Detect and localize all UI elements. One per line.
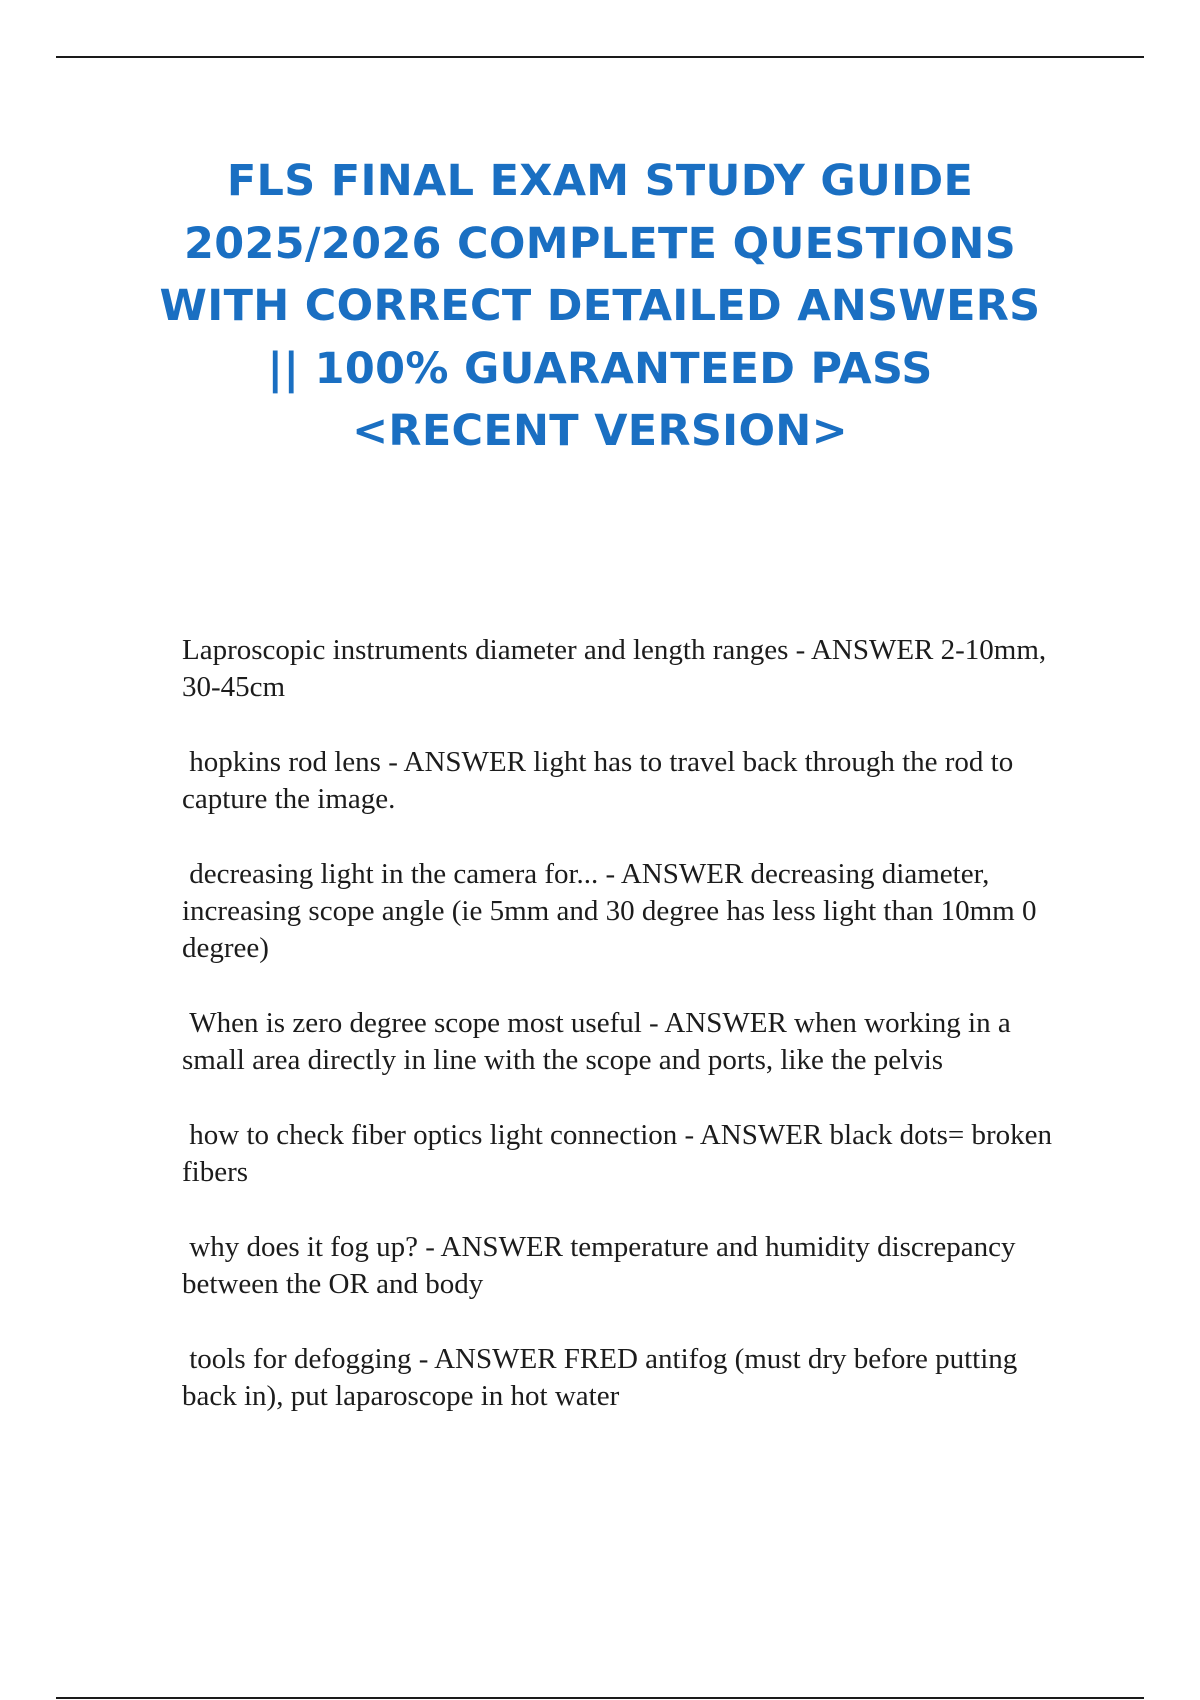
qa-item: tools for defogging - ANSWER FRED antifog (must dry before putting back in), put laparoscope in hot water — [182, 1343, 1025, 1412]
qa-item: why does it fog up? - ANSWER temperature and humidity discrepancy between the OR and body — [182, 1231, 1023, 1300]
qa-item: Laproscopic instruments diameter and length ranges - ANSWER 2-10mm, 30-45cm — [182, 634, 1054, 703]
qa-item: When is zero degree scope most useful - ANSWER when working in a small area directly in line with the scope and ports, like the pelvis — [182, 1007, 1018, 1076]
qa-item: hopkins rod lens - ANSWER light has to travel back through the rod to capture the image. — [182, 746, 1021, 815]
qa-list — [182, 632, 1062, 1453]
qa-item: decreasing light in the camera for... - ANSWER decreasing diameter, increasing scope angle (ie 5mm and 30 degree has less light than 10mm 0 degree) — [182, 858, 1044, 964]
document-title: FLS FINAL EXAM STUDY GUIDE 2025/2026 COMPLETE QUESTIONS WITH CORRECT DETAILED ANSWERS || 100% GUARANTEED PASS <RECENT VERSION> — [159, 156, 1041, 456]
top-rule — [56, 56, 1144, 58]
bottom-rule — [56, 1697, 1144, 1699]
qa-item: how to check fiber optics light connection - ANSWER black dots= broken fibers — [182, 1119, 1060, 1188]
